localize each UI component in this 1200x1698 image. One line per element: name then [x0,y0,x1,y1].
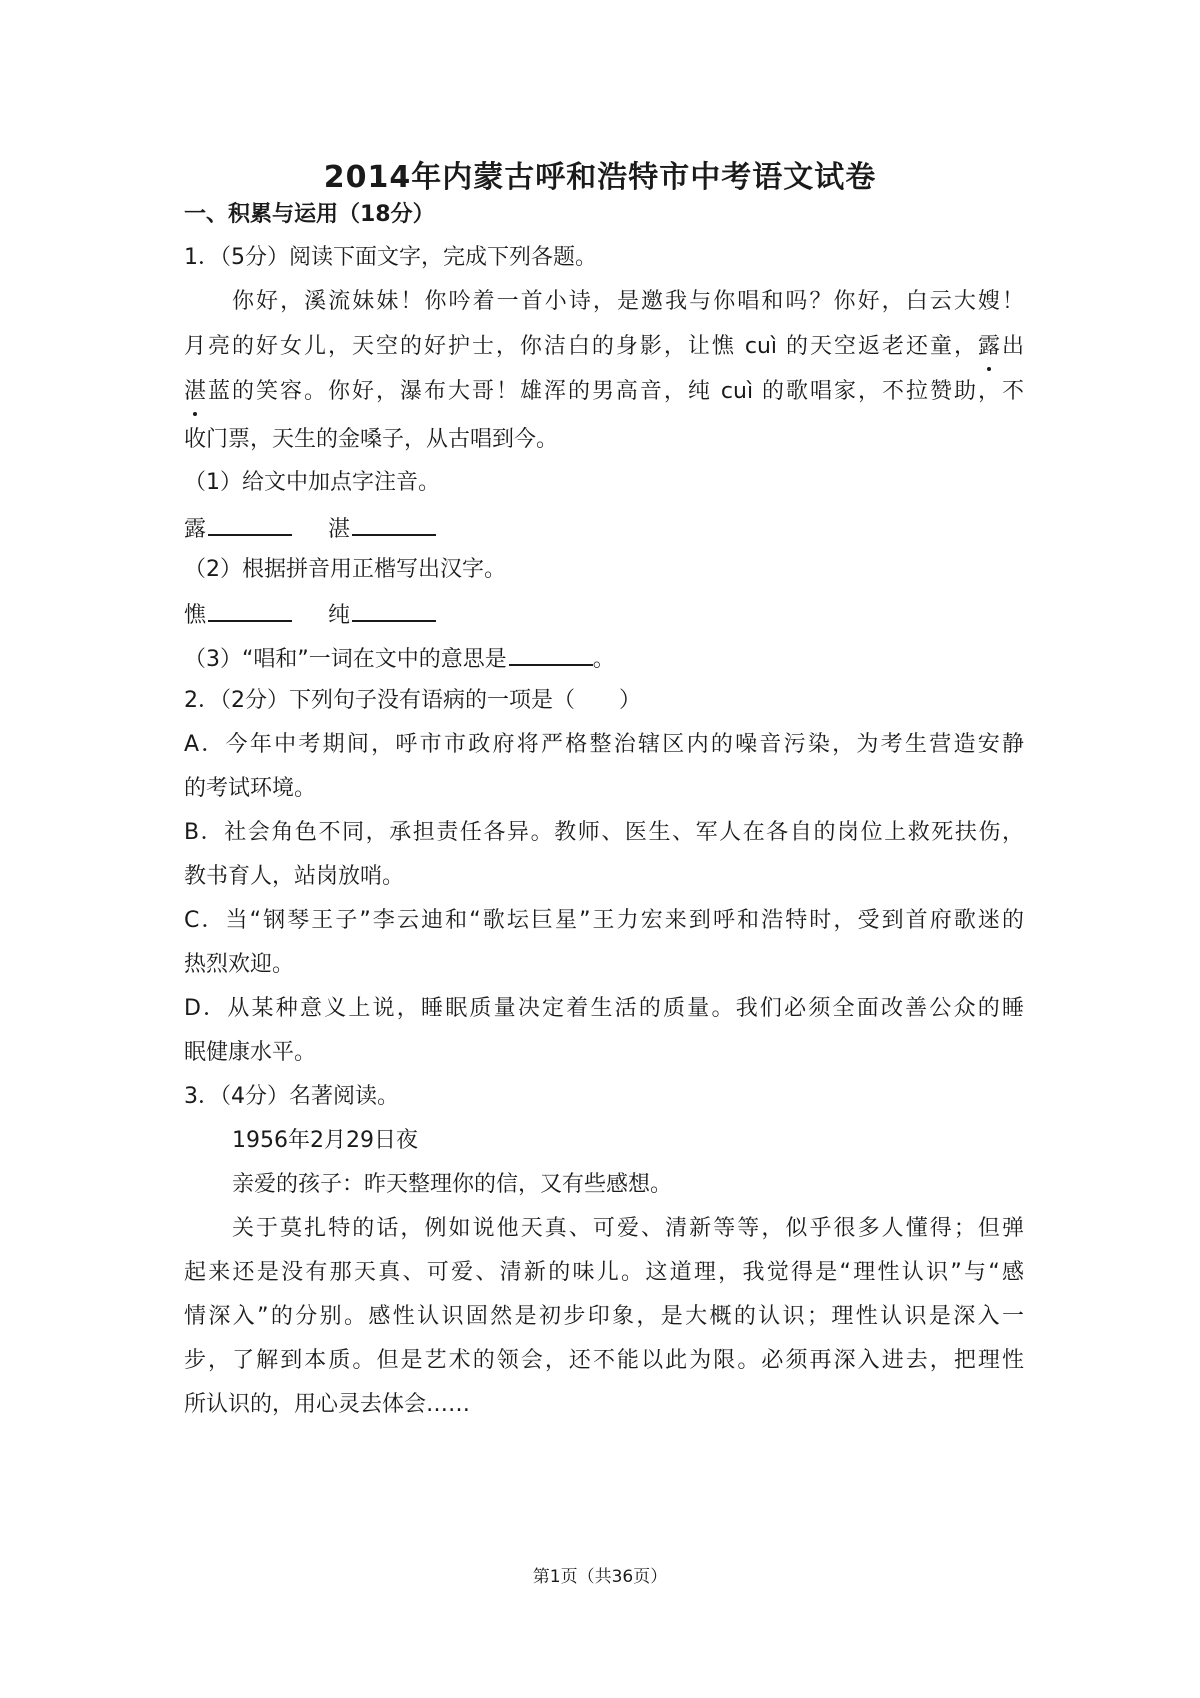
passage-line: 你好，溪流妹妹！你吟着一首小诗，是邀我与你唱和吗？你好，白云大嫂！ [232,289,1024,314]
letter-line: 所认识的，用心灵去体会…… [184,1392,471,1417]
letter-date: 1956年2月29日夜 [232,1128,418,1153]
section-heading: 一、积累与运用（18分） [184,202,435,227]
option-a-cont: 的考试环境。 [184,776,317,801]
letter-line: 步，了解到本质。但是艺术的领会，还不能以此为限。必须再深入进去，把理性 [184,1348,1024,1373]
sub-question: （2）根据拼音用正楷写出汉字。 [184,557,506,582]
option-b-cont: 教书育人，站岗放哨。 [184,864,405,889]
sub-question: （3）“唱和”一词在文中的意思是 。 [184,642,1024,676]
question-1-heading: 1．（5分）阅读下面文字，完成下列各题。 [184,245,597,270]
option-a: A．今年中考期间，呼市市政府将严格整治辖区内的噪音污染，为考生营造安静 [184,732,1024,757]
option-d-cont: 眠健康水平。 [184,1040,317,1065]
question-2-heading: 2．（2分）下列句子没有语病的一项是（ ） [184,688,642,713]
letter-line: 起来还是没有那天真、可爱、清新的味儿。这道理，我觉得是“理性认识”与“感 [184,1260,1024,1285]
dotted-char: 露 [978,331,1000,363]
answer-blank[interactable] [352,512,436,536]
page-footer: 第1页（共36页） [532,1567,668,1587]
letter-line: 关于莫扎特的话，例如说他天真、可爱、清新等等，似乎很多人懂得；但弹 [232,1216,1024,1241]
dotted-char: 湛 [184,376,206,408]
option-c: C．当“钢琴王子”李云迪和“歌坛巨星”王力宏来到呼和浩特时，受到首府歌迷的 [184,908,1024,933]
passage-line: 收门票，天生的金嗓子，从古唱到今。 [184,427,559,452]
answer-blank[interactable] [208,598,292,622]
passage-line: 湛蓝的笑容。你好，瀑布大哥！雄浑的男高音，纯 cuì 的歌唱家，不拉赞助，不 [184,376,1024,408]
option-b: B．社会角色不同，承担责任各异。教师、医生、军人在各自的岗位上救死扶伤， [184,820,1024,845]
option-d: D．从某种意义上说，睡眠质量决定着生活的质量。我们必须全面改善公众的睡 [184,996,1024,1021]
sub-question: （1）给文中加点字注音。 [184,470,440,495]
passage-line: 月亮的好女儿，天空的好护士，你洁白的身影，让憔 cuì 的天空返老还童，露出 [184,331,1024,363]
answer-line: 憔 纯 [184,598,1024,632]
letter-greeting: 亲爱的孩子：昨天整理你的信，又有些感想。 [232,1172,673,1197]
exam-title: 2014年内蒙古呼和浩特市中考语文试卷 [323,160,877,195]
answer-blank[interactable] [509,642,593,666]
letter-line: 情深入”的分别。感性认识固然是初步印象，是大概的认识；理性认识是深入一 [184,1304,1024,1329]
option-c-cont: 热烈欢迎。 [184,952,295,977]
answer-blank[interactable] [352,598,436,622]
question-3-heading: 3．（4分）名著阅读。 [184,1084,399,1109]
answer-line: 露 湛 [184,512,1024,546]
answer-blank[interactable] [208,512,292,536]
